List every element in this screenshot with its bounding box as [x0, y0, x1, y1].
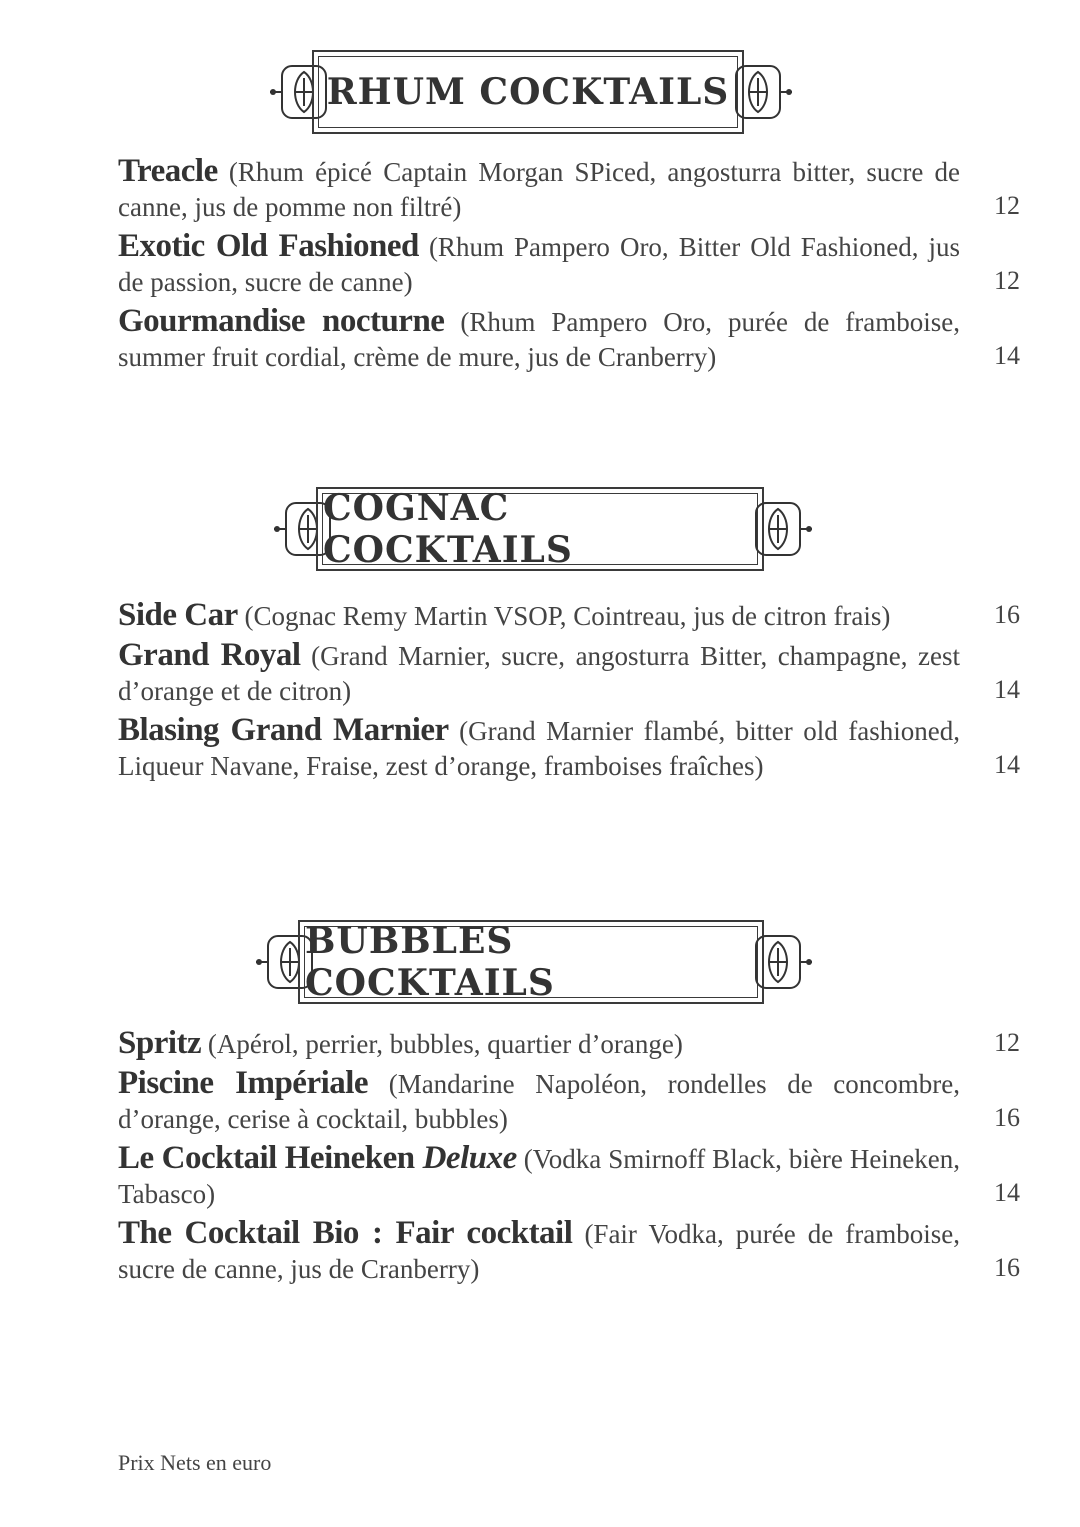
menu-item: [118, 1216, 1020, 1287]
menu-item: [118, 1066, 1020, 1137]
item-description: (Vodka Smirnoff Black, bière Heineken, Tabasco): [118, 1144, 961, 1209]
item-price: 12: [994, 191, 1020, 220]
banner-frame: [298, 920, 764, 1004]
section-banner: [0, 50, 1080, 140]
item-name: Gourmandise nocturne: [118, 303, 445, 339]
item-price: 12: [994, 1028, 1020, 1057]
menu-list: [118, 1026, 1020, 1291]
item-name: The Cocktail Bio : Fair cocktail: [118, 1215, 573, 1251]
item-price: 14: [994, 341, 1020, 370]
item-name: Piscine Impériale: [118, 1065, 369, 1101]
item-price: 14: [994, 750, 1020, 779]
item-price: 16: [994, 600, 1020, 629]
item-name: Spritz: [118, 1025, 202, 1061]
menu-list: [118, 154, 1020, 379]
item-price: 14: [994, 1178, 1020, 1207]
item-name: [118, 1140, 517, 1176]
item-price: 12: [994, 266, 1020, 295]
item-name: Side Car: [118, 597, 238, 633]
section-banner: [0, 487, 1080, 577]
item-description: (Rhum Pampero Oro, Bitter Old Fashioned, jus de passion, sucre de canne): [118, 232, 960, 297]
price-note: Prix Nets en euro: [118, 1450, 272, 1475]
section-title: COGNAC COCKTAILS: [322, 493, 758, 565]
ornament-right-icon: [754, 932, 814, 992]
item-name-main: Le Cocktail Heineken: [118, 1140, 415, 1176]
menu-item: [118, 713, 1020, 784]
section-title: BUBBLES COCKTAILS: [304, 926, 758, 998]
ornament-right-icon: [754, 499, 814, 559]
menu-item: [118, 304, 1020, 375]
item-description: (Mandarine Napoléon, rondelles de concombre, d’orange, cerise à cocktail, bubbles): [118, 1069, 961, 1134]
item-description: (Rhum épicé Captain Morgan SPiced, angosturra bitter, sucre de canne, jus de pomme non filtré): [118, 157, 960, 222]
menu-item: [118, 1141, 1020, 1212]
banner-frame: [316, 487, 764, 571]
item-name: Blasing Grand Marnier: [118, 712, 449, 748]
item-description: (Fair Vodka, purée de framboise, sucre de canne, jus de Cranberry): [118, 1219, 961, 1284]
item-description: (Cognac Remy Martin VSOP, Cointreau, jus de citron frais): [244, 601, 891, 631]
ornament-right-icon: [734, 62, 794, 122]
item-name: Exotic Old Fashioned: [118, 228, 419, 264]
menu-item: [118, 598, 1020, 634]
banner-frame: [312, 50, 744, 134]
menu-item: [118, 1026, 1020, 1062]
item-description: (Grand Marnier, sucre, angosturra Bitter, champagne, zest d’orange et de citron): [118, 641, 960, 706]
menu-item: [118, 229, 1020, 300]
item-name: Grand Royal: [118, 637, 301, 673]
menu-list: [118, 598, 1020, 788]
menu-item: [118, 154, 1020, 225]
item-price: 16: [994, 1253, 1020, 1282]
item-price: 16: [994, 1103, 1020, 1132]
item-description: (Grand Marnier flambé, bitter old fashioned, Liqueur Navane, Fraise, zest d’orange, framboises fraîches): [118, 716, 960, 781]
section-banner: [0, 920, 1080, 1010]
item-description: (Apérol, perrier, bubbles, quartier d’orange): [207, 1029, 683, 1059]
item-description: (Rhum Pampero Oro, purée de framboise, summer fruit cordial, crème de mure, jus de Cranberry): [118, 307, 961, 372]
section-title: RHUM COCKTAILS: [318, 56, 738, 128]
item-name: Treacle: [118, 153, 218, 189]
menu-item: [118, 638, 1020, 709]
item-price: 14: [994, 675, 1020, 704]
item-name-italic: Deluxe: [422, 1140, 517, 1176]
